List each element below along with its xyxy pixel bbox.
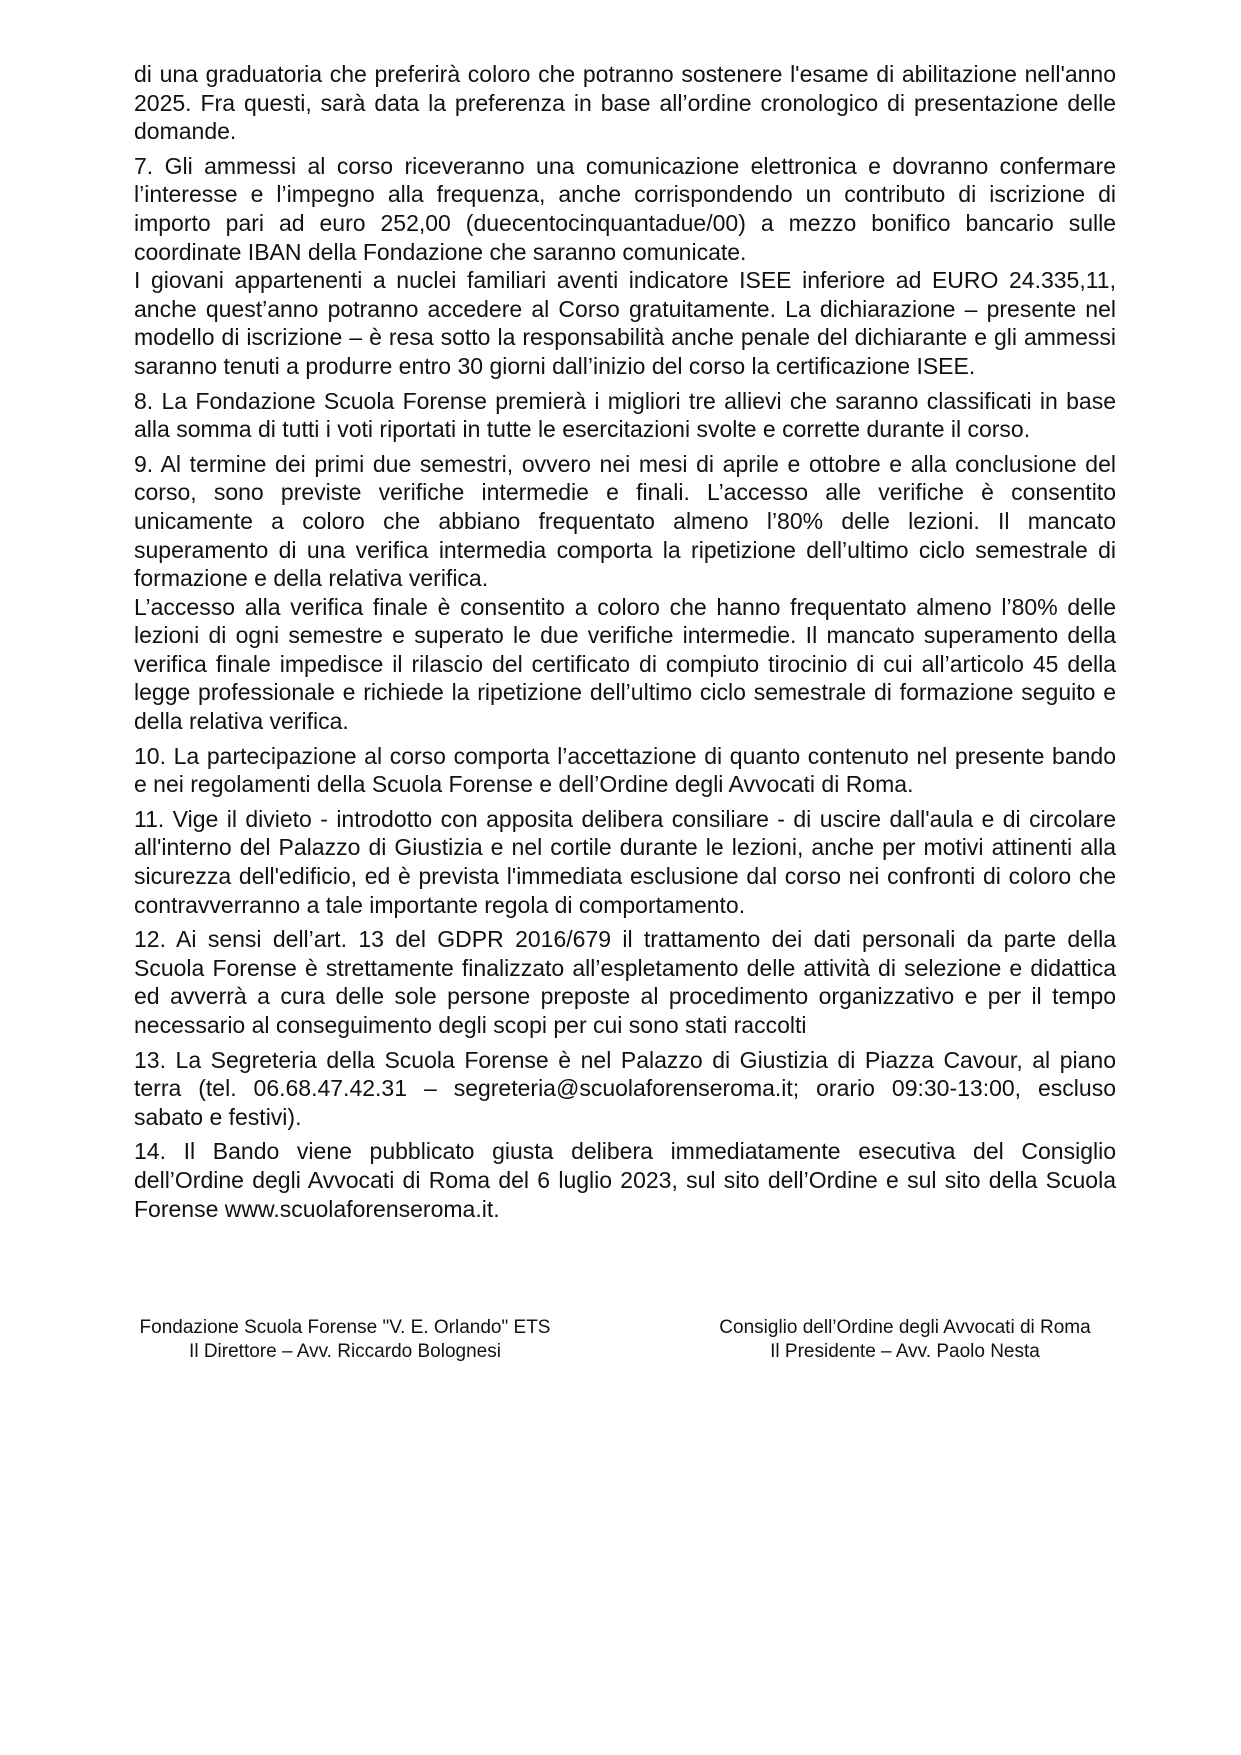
document-body [134, 60, 1116, 1229]
paragraph-11: 11. Vige il divieto - introdotto con apposita delibera consiliare - di uscire dall'aula e di circolare all'interno del Palazzo di Giustizia e nel cortile durante le lezioni, anche per motivi attinenti alla sicurezza dell'edificio, ed è prevista l'immediata esclusione dal corso nei confronti di coloro che contravverranno a tale importante regola di comportamento. [134, 805, 1116, 918]
paragraph-14: 14. Il Bando viene pubblicato giusta delibera immediatamente esecutiva del Consiglio dell’Ordine degli Avvocati di Roma del 6 luglio 2023, sul sito dell’Ordine e sul sito della Scuola Forense www.scuolaforenseroma.it. [134, 1138, 1116, 1222]
signature-left-organization: Fondazione Scuola Forense "V. E. Orlando" ETS [139, 1317, 551, 1338]
paragraph-10: 10. La partecipazione al corso comporta l’accettazione di quanto contenuto nel presente bando e nei regolamenti della Scuola Forense e dell’Ordine degli Avvocati di Roma. [134, 742, 1116, 798]
signature-right-organization: Consiglio dell’Ordine degli Avvocati di Roma [719, 1317, 1091, 1338]
paragraph-12: 12. Ai sensi dell’art. 13 del GDPR 2016/679 il trattamento dei dati personali da parte della Scuola Forense è strettamente finalizzato all’espletamento delle attività di selezione e didattica ed avverrà a cura delle sole persone preposte al procedimento organizzativo e per il tempo necessario al conseguimento degli scopi per cui sono stati raccolti [134, 926, 1116, 1038]
signature-right-signer: Il Presidente – Avv. Paolo Nesta [770, 1341, 1040, 1362]
signature-block-left [110, 1316, 580, 1364]
signature-left-signer: Il Direttore – Avv. Riccardo Bolognesi [189, 1341, 501, 1362]
paragraph-7-isee: I giovani appartenenti a nuclei familiari aventi indicatore ISEE inferiore ad EURO 24.335,11, anche quest’anno potranno accedere al Corso gratuitamente. La dichiarazione – presente nel modello di iscrizione – è resa sotto la responsabilità anche penale del dichiarante e gli ammessi saranno tenuti a produrre entro 30 giorni dall’inizio del corso la certificazione ISEE. [134, 267, 1116, 379]
paragraph-13: 13. La Segreteria della Scuola Forense è nel Palazzo di Giustizia di Piazza Cavour, al piano terra (tel. 06.68.47.42.31 – segreteria@scuolaforenseroma.it; orario 09:30-13:00, escluso sabato e festivi). [134, 1046, 1116, 1130]
paragraph-intro-continuation: di una graduatoria che preferirà coloro che potranno sostenere l'esame di abilitazione nell'anno 2025. Fra questi, sarà data la preferenza in base all’ordine cronologico di presentazione delle domande. [134, 61, 1116, 145]
paragraph-8: 8. La Fondazione Scuola Forense premierà i migliori tre allievi che saranno classificati in base alla somma di tutti i voti riportati in tutte le esercitazioni svolte e corrette durante il corso. [134, 387, 1116, 443]
signature-block-right [680, 1316, 1130, 1364]
paragraph-9-final-verification: L’accesso alla verifica finale è consentito a coloro che hanno frequentato almeno l’80% delle lezioni di ogni semestre e superato le due verifiche intermedie. Il mancato superamento della verifica finale impedisce il rilascio del certificato di compiuto tirocinio di cui all’articolo 45 della legge professionale e richiede la ripetizione dell’ultimo ciclo semestrale di formazione seguito e della relativa verifica. [134, 593, 1116, 735]
paragraph-7: 7. Gli ammessi al corso riceveranno una comunicazione elettronica e dovranno confermare l’interesse e l’impegno alla frequenza, anche corrispondendo un contributo di iscrizione di importo pari ad euro 252,00 (duecentocinquantadue/00) a mezzo bonifico bancario sulle coordinate IBAN della Fondazione che saranno comunicate. [134, 152, 1116, 265]
paragraph-9: 9. Al termine dei primi due semestri, ovvero nei mesi di aprile e ottobre e alla conclusione del corso, sono previste verifiche intermedie e finali. L’accesso alle verifiche è consentito unicamente a coloro che abbiano frequentato almeno l’80% delle lezioni. Il mancato superamento di una verifica intermedia comporta la ripetizione dell’ultimo ciclo semestrale di formazione e della relativa verifica. [134, 450, 1116, 592]
